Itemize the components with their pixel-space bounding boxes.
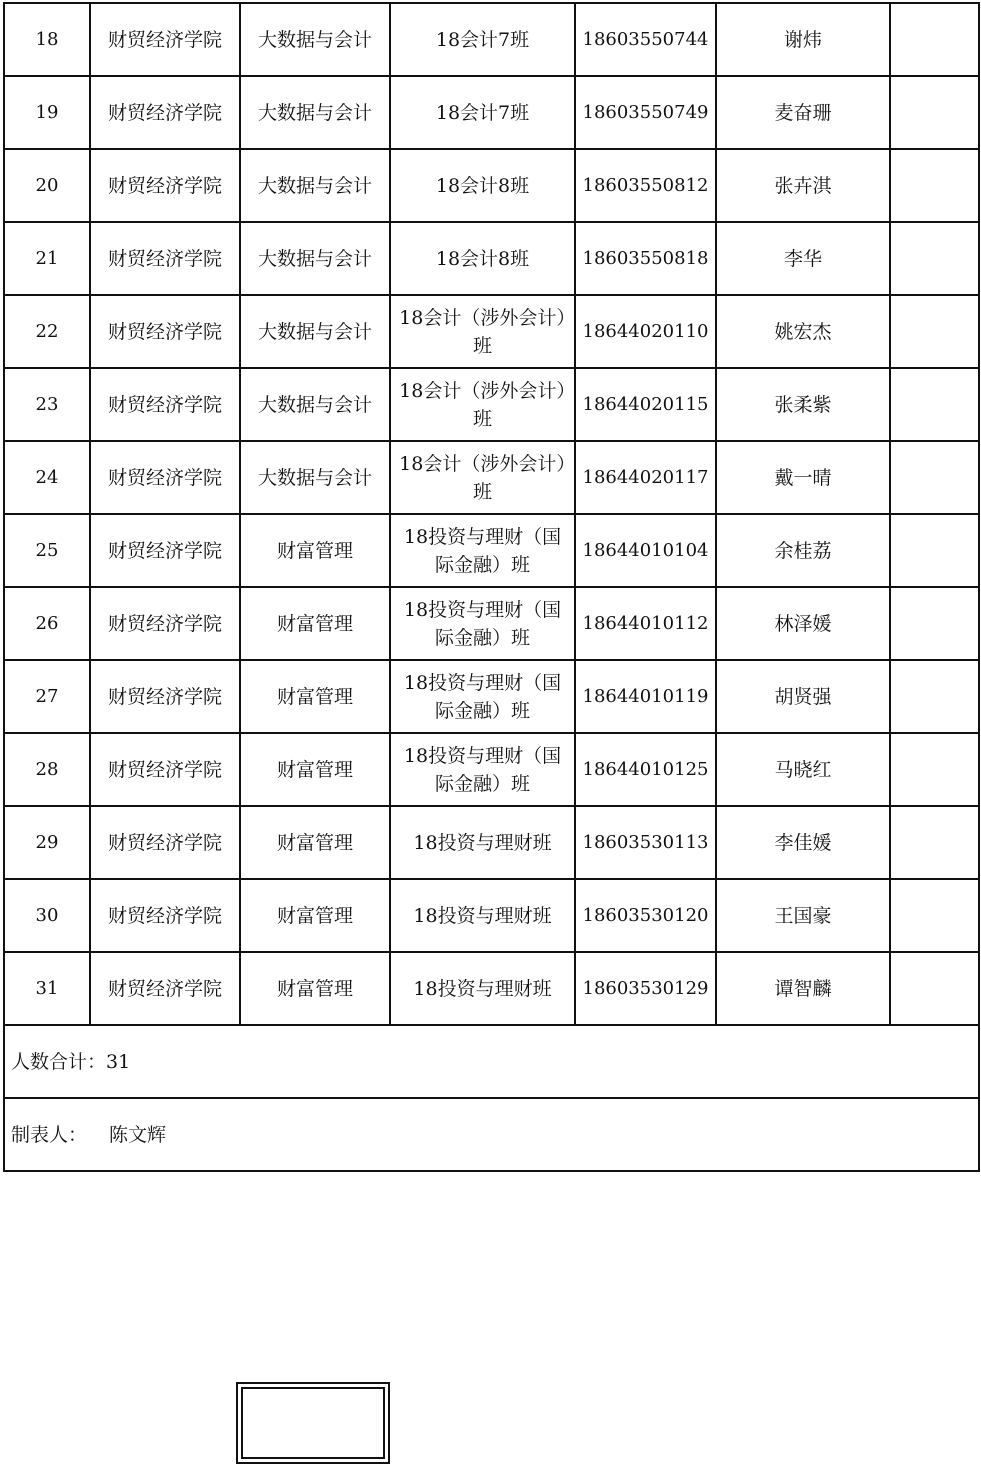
student-name-cell: 李佳媛 bbox=[716, 806, 890, 879]
table-row bbox=[4, 76, 979, 149]
student-name-cell: 胡贤强 bbox=[716, 660, 890, 733]
student-id-cell: 18603550749 bbox=[575, 76, 716, 149]
student-id-cell: 18644020115 bbox=[575, 368, 716, 441]
student-id-cell: 18603530113 bbox=[575, 806, 716, 879]
college-cell: 财贸经济学院 bbox=[90, 879, 240, 952]
class-cell: 18会计7班 bbox=[390, 76, 575, 149]
class-cell: 18会计（涉外会计）班 bbox=[390, 441, 575, 514]
college-cell: 财贸经济学院 bbox=[90, 952, 240, 1025]
row-number: 19 bbox=[4, 76, 90, 149]
row-number: 26 bbox=[4, 587, 90, 660]
student-name-cell: 林泽媛 bbox=[716, 587, 890, 660]
major-cell: 大数据与会计 bbox=[240, 222, 390, 295]
row-number: 28 bbox=[4, 733, 90, 806]
student-id-cell: 18603550818 bbox=[575, 222, 716, 295]
note-cell bbox=[890, 587, 979, 660]
preparer-label: 制表人： bbox=[11, 1123, 88, 1146]
class-cell: 18投资与理财（国际金融）班 bbox=[390, 733, 575, 806]
row-number: 22 bbox=[4, 295, 90, 368]
class-cell: 18会计（涉外会计）班 bbox=[390, 368, 575, 441]
total-value: 31 bbox=[106, 1050, 131, 1073]
class-cell: 18投资与理财班 bbox=[390, 952, 575, 1025]
note-cell bbox=[890, 295, 979, 368]
college-cell: 财贸经济学院 bbox=[90, 660, 240, 733]
major-cell: 大数据与会计 bbox=[240, 441, 390, 514]
major-cell: 大数据与会计 bbox=[240, 149, 390, 222]
note-cell bbox=[890, 514, 979, 587]
student-name-cell: 谭智麟 bbox=[716, 952, 890, 1025]
college-cell: 财贸经济学院 bbox=[90, 149, 240, 222]
major-cell: 财富管理 bbox=[240, 514, 390, 587]
college-cell: 财贸经济学院 bbox=[90, 368, 240, 441]
student-id-cell: 18603550744 bbox=[575, 3, 716, 76]
table-row bbox=[4, 879, 979, 952]
student-roster-table bbox=[3, 2, 980, 1172]
major-cell: 财富管理 bbox=[240, 806, 390, 879]
row-number: 20 bbox=[4, 149, 90, 222]
class-cell: 18会计8班 bbox=[390, 222, 575, 295]
student-name-cell: 张柔紫 bbox=[716, 368, 890, 441]
class-cell: 18投资与理财班 bbox=[390, 806, 575, 879]
college-cell: 财贸经济学院 bbox=[90, 514, 240, 587]
college-cell: 财贸经济学院 bbox=[90, 441, 240, 514]
major-cell: 大数据与会计 bbox=[240, 295, 390, 368]
total-row bbox=[4, 1025, 979, 1098]
table-row bbox=[4, 660, 979, 733]
table-row bbox=[4, 733, 979, 806]
student-name-cell: 谢炜 bbox=[716, 3, 890, 76]
student-id-cell: 18644010104 bbox=[575, 514, 716, 587]
note-cell bbox=[890, 952, 979, 1025]
student-id-cell: 18644020117 bbox=[575, 441, 716, 514]
major-cell: 大数据与会计 bbox=[240, 3, 390, 76]
table-row bbox=[4, 441, 979, 514]
student-name-cell: 张卉淇 bbox=[716, 149, 890, 222]
row-number: 18 bbox=[4, 3, 90, 76]
student-id-cell: 18644010112 bbox=[575, 587, 716, 660]
note-cell bbox=[890, 149, 979, 222]
student-name-cell: 王国豪 bbox=[716, 879, 890, 952]
note-cell bbox=[890, 222, 979, 295]
preparer-row bbox=[4, 1098, 979, 1171]
table-row bbox=[4, 295, 979, 368]
roster-body bbox=[4, 3, 979, 1025]
row-number: 24 bbox=[4, 441, 90, 514]
major-cell: 财富管理 bbox=[240, 587, 390, 660]
college-cell: 财贸经济学院 bbox=[90, 587, 240, 660]
note-cell bbox=[890, 879, 979, 952]
class-cell: 18投资与理财（国际金融）班 bbox=[390, 514, 575, 587]
student-name-cell: 麦奋珊 bbox=[716, 76, 890, 149]
student-id-cell: 18644010119 bbox=[575, 660, 716, 733]
student-id-cell: 18603530120 bbox=[575, 879, 716, 952]
table-row bbox=[4, 149, 979, 222]
major-cell: 大数据与会计 bbox=[240, 76, 390, 149]
class-cell: 18投资与理财（国际金融）班 bbox=[390, 587, 575, 660]
note-cell bbox=[890, 660, 979, 733]
table-row bbox=[4, 3, 979, 76]
table-row bbox=[4, 806, 979, 879]
student-name-cell: 姚宏杰 bbox=[716, 295, 890, 368]
student-name-cell: 李华 bbox=[716, 222, 890, 295]
row-number: 23 bbox=[4, 368, 90, 441]
class-cell: 18投资与理财班 bbox=[390, 879, 575, 952]
total-cell bbox=[4, 1025, 979, 1098]
college-cell: 财贸经济学院 bbox=[90, 733, 240, 806]
table-row bbox=[4, 514, 979, 587]
row-number: 25 bbox=[4, 514, 90, 587]
note-cell bbox=[890, 76, 979, 149]
college-cell: 财贸经济学院 bbox=[90, 295, 240, 368]
student-id-cell: 18603550812 bbox=[575, 149, 716, 222]
student-id-cell: 18603530129 bbox=[575, 952, 716, 1025]
college-cell: 财贸经济学院 bbox=[90, 76, 240, 149]
preparer-name: 陈文辉 bbox=[109, 1123, 167, 1146]
note-cell bbox=[890, 733, 979, 806]
major-cell: 大数据与会计 bbox=[240, 368, 390, 441]
major-cell: 财富管理 bbox=[240, 733, 390, 806]
stamp-box bbox=[236, 1382, 390, 1464]
note-cell bbox=[890, 806, 979, 879]
student-id-cell: 18644010125 bbox=[575, 733, 716, 806]
major-cell: 财富管理 bbox=[240, 952, 390, 1025]
class-cell: 18会计（涉外会计）班 bbox=[390, 295, 575, 368]
table-row bbox=[4, 587, 979, 660]
table-row bbox=[4, 222, 979, 295]
row-number: 27 bbox=[4, 660, 90, 733]
note-cell bbox=[890, 441, 979, 514]
preparer-cell bbox=[4, 1098, 979, 1171]
note-cell bbox=[890, 368, 979, 441]
student-name-cell: 马晓红 bbox=[716, 733, 890, 806]
class-cell: 18投资与理财（国际金融）班 bbox=[390, 660, 575, 733]
college-cell: 财贸经济学院 bbox=[90, 3, 240, 76]
row-number: 31 bbox=[4, 952, 90, 1025]
row-number: 29 bbox=[4, 806, 90, 879]
major-cell: 财富管理 bbox=[240, 660, 390, 733]
college-cell: 财贸经济学院 bbox=[90, 806, 240, 879]
class-cell: 18会计8班 bbox=[390, 149, 575, 222]
table-row bbox=[4, 952, 979, 1025]
note-cell bbox=[890, 3, 979, 76]
student-id-cell: 18644020110 bbox=[575, 295, 716, 368]
student-name-cell: 戴一晴 bbox=[716, 441, 890, 514]
total-label: 人数合计： bbox=[11, 1050, 107, 1073]
class-cell: 18会计7班 bbox=[390, 3, 575, 76]
stamp-inner-border bbox=[241, 1387, 385, 1459]
college-cell: 财贸经济学院 bbox=[90, 222, 240, 295]
student-name-cell: 余桂荔 bbox=[716, 514, 890, 587]
row-number: 30 bbox=[4, 879, 90, 952]
major-cell: 财富管理 bbox=[240, 879, 390, 952]
table-row bbox=[4, 368, 979, 441]
row-number: 21 bbox=[4, 222, 90, 295]
